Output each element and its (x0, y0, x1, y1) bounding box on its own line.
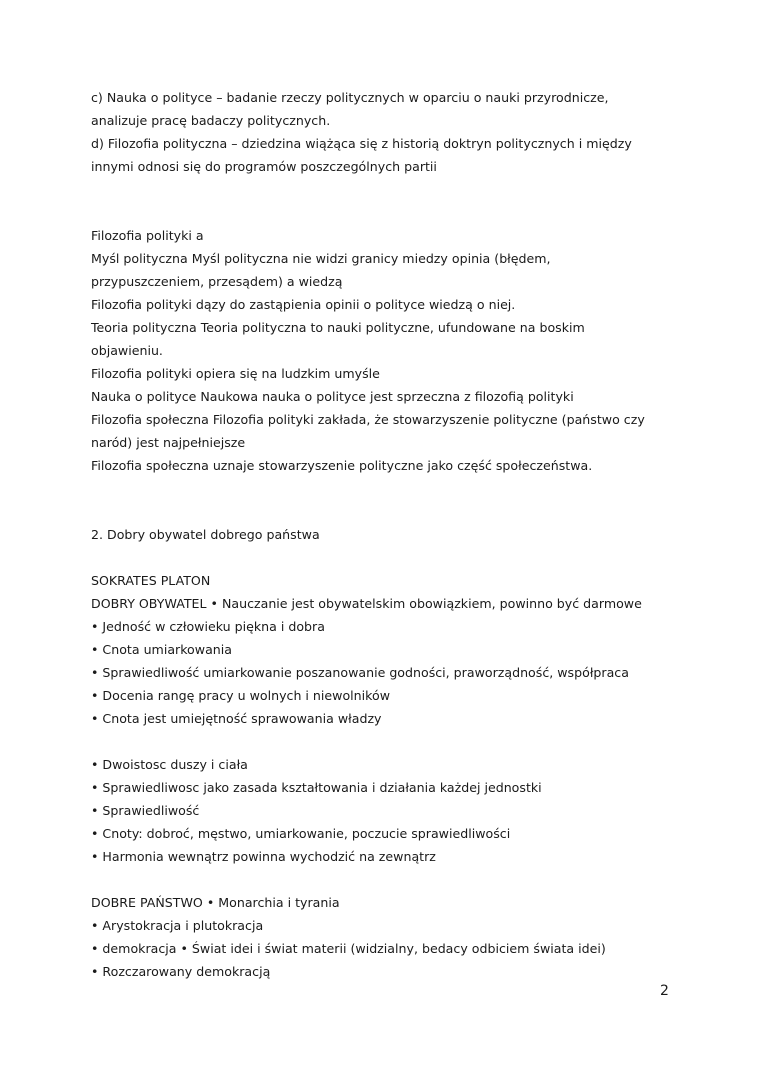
bullet-item: • demokracja • Świat idei i świat materii (widzialny, bedacy odbiciem świata idei) (91, 941, 606, 956)
text-line: d) Filozofia polityczna – dziedzina wiążąca się z historią doktryn politycznych i między (91, 136, 632, 151)
page-number: 2 (660, 983, 669, 999)
text-line: Filozofia polityki dązy do zastąpienia opinii o polityce wiedzą o niej. (91, 297, 516, 312)
bullet-item: • Arystokracja i plutokracja (91, 918, 264, 933)
bullet-item: • Harmonia wewnątrz powinna wychodzić na zewnątrz (91, 849, 436, 864)
citizen-block (91, 569, 671, 730)
text-line: DOBRY OBYWATEL • Nauczanie jest obywatelskim obowiązkiem, powinno być darmowe (91, 596, 642, 611)
text-line: innymi odnosi się do programów poszczególnych partii (91, 159, 437, 174)
bullet-item: • Cnota umiarkowania (91, 642, 232, 657)
text-line: Myśl polityczna Myśl polityczna nie widzi granicy miedzy opinia (błędem, (91, 251, 551, 266)
spacer (91, 178, 671, 224)
text-line: c) Nauka o polityce – badanie rzeczy politycznych w oparciu o nauki przyrodnicze, (91, 90, 609, 105)
spacer (91, 546, 671, 569)
text-line: Filozofia społeczna uznaje stowarzyszenie polityczne jako część społeczeństwa. (91, 458, 593, 473)
text-line: naród) jest najpełniejsze (91, 435, 246, 450)
bullet-item: • Sprawiedliwosc jako zasada kształtowania i działania każdej jednostki (91, 780, 542, 795)
bullet-item: • Sprawiedliwość (91, 803, 200, 818)
text-line: SOKRATES PLATON (91, 573, 211, 588)
comparison-block (91, 224, 671, 477)
soul-block (91, 753, 671, 868)
text-line: Filozofia polityki a (91, 228, 204, 243)
text-line: DOBRE PAŃSTWO • Monarchia i tyrania (91, 895, 340, 910)
bullet-item: • Cnoty: dobroć, męstwo, umiarkowanie, poczucie sprawiedliwości (91, 826, 511, 841)
state-block (91, 891, 671, 983)
spacer (91, 730, 671, 753)
text-line: przypuszczeniem, przesądem) a wiedzą (91, 274, 343, 289)
bullet-item: • Dwoistosc duszy i ciała (91, 757, 248, 772)
section-heading: 2. Dobry obywatel dobrego państwa (91, 527, 320, 542)
bullet-item: • Rozczarowany demokracją (91, 964, 271, 979)
definitions-block (91, 86, 671, 178)
text-line: objawieniu. (91, 343, 163, 358)
text-line: Filozofia społeczna Filozofia polityki zakłada, że stowarzyszenie polityczne (państwo czy (91, 412, 645, 427)
text-line: analizuje pracę badaczy politycznych. (91, 113, 331, 128)
bullet-item: • Sprawiedliwość umiarkowanie poszanowanie godności, praworządność, współpraca (91, 665, 629, 680)
spacer (91, 477, 671, 523)
text-line: Nauka o polityce Naukowa nauka o polityce jest sprzeczna z filozofią polityki (91, 389, 574, 404)
text-line: Teoria polityczna Teoria polityczna to nauki polityczne, ufundowane na boskim (91, 320, 585, 335)
bullet-item: • Jedność w człowieku piękna i dobra (91, 619, 325, 634)
spacer (91, 868, 671, 891)
text-line: Filozofia polityki opiera się na ludzkim umyśle (91, 366, 380, 381)
page-body (91, 86, 671, 983)
bullet-item: • Cnota jest umiejętność sprawowania władzy (91, 711, 382, 726)
bullet-item: • Docenia rangę pracy u wolnych i niewolników (91, 688, 390, 703)
